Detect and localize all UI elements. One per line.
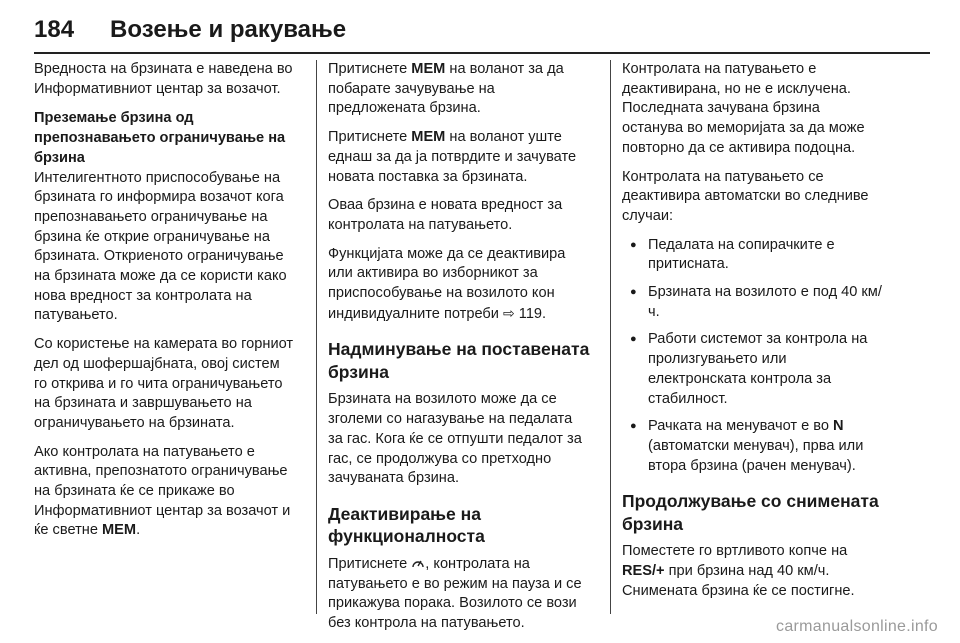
text: Рачката на менувачот е во (648, 418, 834, 435)
section-title: Возење и ракување (110, 16, 347, 43)
paragraph (328, 60, 590, 119)
text: , контролата на патувањето е во режим на пауза и се прикажува порака. Возилото се вози без контрола на патувањето. (328, 555, 582, 632)
text: Поместете го вртливото копче на (622, 543, 848, 560)
column-divider-1 (316, 60, 317, 614)
paragraph: Вредноста на брзината е наведена во Информативниот центар за возачот. (34, 61, 293, 97)
paragraph: Со користење на камерата во горниот дел од шофершајбната, овој систем го открива и го чита ограничувањето на брзината и завршувањето на ограничувањето на брзината. (34, 336, 294, 431)
column-1 (34, 60, 296, 550)
paragraph (34, 443, 296, 542)
watermark: carmanualsonline.info (776, 618, 938, 635)
mem-label: MEM (102, 522, 137, 539)
heading: Надминување на поставената брзина (328, 339, 590, 382)
list-item: ● Педалата на сопирачките е притисната. (622, 236, 884, 275)
text: Притиснете (328, 129, 412, 146)
text: Притиснете (328, 61, 412, 77)
gear-n-label: N (833, 418, 844, 435)
paragraph: Контролата на патувањето е деактивирана, но не е исклучена. Последната зачувана брзина останува во меморијата за да може повторно да се активира подоцна. (622, 61, 865, 156)
paragraph (328, 555, 590, 634)
mem-label: MEM (411, 129, 446, 146)
page-header (34, 8, 930, 54)
heading: Продолжување со снимената брзина (622, 491, 879, 534)
text: Функцијата може да се деактивира или активира во изборникот за приспособување на возилото кон индивидуалните потреби (328, 245, 566, 322)
paragraph: Интелигентното приспособување на брзината го информира возачот кога препознавањето ограничување на брзина ќе открие ограничување на брзината. Откриеното ограничување на брзината може да се користи како нова вредност за контролата на патувањето. (34, 169, 287, 324)
text: Притиснете (328, 555, 412, 572)
text: на воланот за да побарате зачувување на предложената брзина. (328, 61, 564, 117)
text: на воланот уште еднаш за да ја потврдите и зачувате новата поставка за брзината. (328, 129, 577, 185)
list-item (622, 417, 884, 476)
subheading: Преземање брзина од препознавањето ограничување на брзина (34, 110, 286, 166)
heading: Деактивирање на функционалноста (328, 503, 485, 547)
text: при брзина над 40 км/ч. Снимената брзина ќе се постигне. (622, 563, 855, 599)
text: (автоматски менувач), прва или втора брзина (рачен менувач). (648, 437, 864, 474)
paragraph-end: . (136, 522, 141, 539)
paragraph: Оваа брзина е новата вредност за контролата на патувањето. (328, 197, 563, 233)
res-label: RES/+ (622, 563, 665, 580)
cruise-control-icon (411, 557, 425, 569)
page-reference: 119. (518, 305, 547, 322)
paragraph (328, 245, 590, 325)
bullet-list (622, 236, 884, 477)
paragraph (328, 128, 590, 187)
mem-label: MEM (411, 61, 446, 77)
paragraph: Брзината на возилото може да се зголеми со нагазување на педалата за гас. Кога ќе се отпушти педалот за гас, се продолжува со претходно зачуваната брзина. (328, 391, 582, 487)
page-reference-icon: ⇨ (502, 304, 515, 321)
column-divider-2 (610, 60, 611, 614)
paragraph: Контролата на патувањето се деактивира автоматски во следниве случаи: (622, 168, 869, 224)
page-number: 184 (34, 16, 75, 43)
list-item: ● Работи системот за контрола на пролизгувањето или електронската контрола за стабилност. (622, 330, 884, 409)
list-item: ● Брзината на возилото е под 40 км/ч. (622, 283, 884, 322)
paragraph (622, 542, 884, 601)
column-2 (328, 60, 590, 643)
paragraph-text: Ако контролата на патувањето е активна, препознатото ограничување на брзината ќе се прикаже во Информативниот центар за возачот и ќе светне (34, 443, 291, 539)
column-3 (622, 60, 884, 610)
